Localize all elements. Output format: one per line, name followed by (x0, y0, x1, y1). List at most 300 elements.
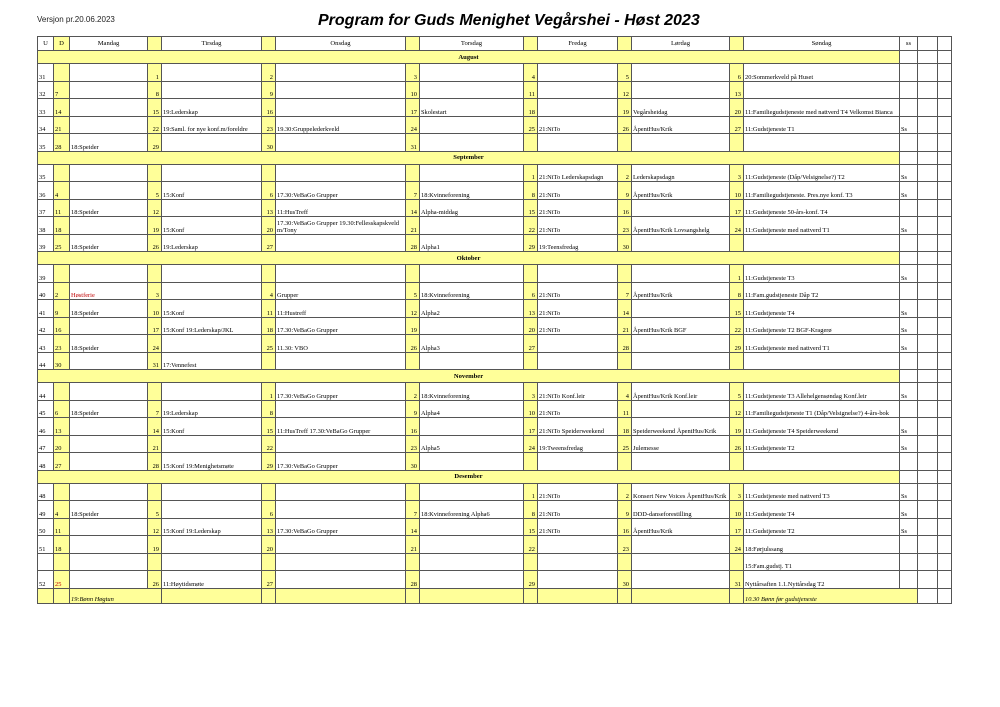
day-number: 5 (148, 501, 162, 519)
week-number: 44 (38, 352, 54, 370)
day-number: 29 (262, 453, 276, 471)
day-event: 11:Gudstjeneste T3 Allehelgensøndag Konf.leir (744, 383, 900, 401)
spacer-cell (918, 99, 938, 117)
day-number (148, 553, 162, 571)
day-number: 12 (406, 300, 420, 318)
ss-cell (900, 352, 918, 370)
day-event (420, 317, 524, 335)
monday-event (70, 553, 148, 571)
week-number: 47 (38, 435, 54, 453)
day-number: 28 (406, 234, 420, 252)
day-number: 25 (618, 435, 632, 453)
day-number: 24 (730, 217, 744, 235)
day-number: 20 (524, 317, 538, 335)
monday-date: 7 (54, 81, 70, 99)
day-event (632, 553, 730, 571)
day-event (744, 81, 900, 99)
day-number: 13 (262, 518, 276, 536)
header-cell: Søndag (744, 37, 900, 51)
day-event: Nyttårsaften 1.1.Nyttårsdag T2 (744, 571, 900, 589)
day-number: 29 (148, 134, 162, 152)
day-event: Skolestart (420, 99, 524, 117)
day-event: 11:Høytidsmøte (162, 571, 262, 589)
day-number: 30 (618, 234, 632, 252)
day-event: 11:Gudstjeneste med nattverd T1 (744, 217, 900, 235)
day-event (420, 536, 524, 554)
monday-date: 6 (54, 400, 70, 418)
monday-event (70, 483, 148, 501)
day-event (162, 483, 262, 501)
spacer-cell (918, 116, 938, 134)
day-number: 14 (406, 518, 420, 536)
ss-cell: Ss (900, 265, 918, 283)
day-event (744, 234, 900, 252)
day-event: 15:Konf (162, 300, 262, 318)
day-number: 14 (406, 199, 420, 217)
spacer-cell (938, 470, 952, 483)
day-number: 20 (262, 536, 276, 554)
spacer-cell (938, 116, 952, 134)
week-number: 36 (38, 182, 54, 200)
day-number: 30 (406, 453, 420, 471)
day-number: 25 (262, 335, 276, 353)
day-number: 1 (262, 383, 276, 401)
monday-event (70, 435, 148, 453)
day-number (148, 383, 162, 401)
day-number: 8 (262, 400, 276, 418)
day-event: 11:Gudstjeneste T2 (744, 435, 900, 453)
day-number: 13 (524, 300, 538, 318)
day-number: 2 (262, 64, 276, 82)
day-event (162, 164, 262, 182)
day-event: 11:HusTreff (276, 199, 406, 217)
day-number: 25 (524, 116, 538, 134)
day-number: 22 (730, 317, 744, 335)
day-number: 2 (618, 164, 632, 182)
spacer-cell (938, 317, 952, 335)
day-number: 15 (148, 99, 162, 117)
day-number: 5 (730, 383, 744, 401)
day-event: 19:Teensfredag (538, 234, 618, 252)
day-number: 4 (262, 282, 276, 300)
day-event (162, 335, 262, 353)
week-number: 51 (38, 536, 54, 554)
day-number (148, 164, 162, 182)
day-event (276, 134, 406, 152)
day-event (420, 483, 524, 501)
day-number: 6 (524, 282, 538, 300)
monday-event: 18:Speider (70, 501, 148, 519)
day-event: 17.30:VeBaGo Grupper 19.30:Fellesskapskveld m/Tony (276, 217, 406, 235)
spacer-cell (938, 435, 952, 453)
week-row (38, 164, 952, 182)
monday-event (70, 383, 148, 401)
day-event (632, 352, 730, 370)
week-number: 32 (38, 81, 54, 99)
day-event: 21:NiTo (538, 317, 618, 335)
spacer-cell (938, 518, 952, 536)
day-event: 11:Gudstjeneste T4 (744, 501, 900, 519)
header-cell: D (54, 37, 70, 51)
day-event: Alpha1 (420, 234, 524, 252)
spacer-cell (938, 383, 952, 401)
day-number: 2 (406, 383, 420, 401)
week-number: 31 (38, 64, 54, 82)
day-event: 11:Gudstjeneste (Dåp/Velsignelse?) T2 (744, 164, 900, 182)
monday-date: 23 (54, 335, 70, 353)
monday-event (70, 64, 148, 82)
day-event (744, 134, 900, 152)
day-number: 21 (406, 536, 420, 554)
ss-cell: Ss (900, 116, 918, 134)
day-number: 23 (262, 116, 276, 134)
day-number: 21 (618, 317, 632, 335)
monday-date: 11 (54, 199, 70, 217)
day-number: 22 (524, 217, 538, 235)
week-row (38, 81, 952, 99)
day-number: 12 (618, 81, 632, 99)
day-number (406, 265, 420, 283)
day-event: 19:Saml. for nye konf.m/foreldre (162, 116, 262, 134)
week-row (38, 335, 952, 353)
day-event: DDD-danseforestilling (632, 501, 730, 519)
spacer-cell (938, 400, 952, 418)
day-event (538, 453, 618, 471)
day-event: 11:Gudstjeneste T4 Speiderweekend (744, 418, 900, 436)
day-event: 19.30:Gruppelederkveld (276, 116, 406, 134)
day-event (276, 99, 406, 117)
monday-date: 28 (54, 134, 70, 152)
spacer-cell (938, 217, 952, 235)
ss-cell: Ss (900, 335, 918, 353)
spacer-cell (918, 352, 938, 370)
week-number: 49 (38, 501, 54, 519)
day-number: 19 (618, 99, 632, 117)
week-number: 39 (38, 234, 54, 252)
spacer-cell (900, 51, 918, 64)
day-number (618, 134, 632, 152)
day-number: 14 (148, 418, 162, 436)
day-event (420, 352, 524, 370)
spacer-cell (918, 571, 938, 589)
day-number (618, 553, 632, 571)
week-row (38, 300, 952, 318)
day-event (162, 536, 262, 554)
ss-cell: Ss (900, 317, 918, 335)
day-event (420, 418, 524, 436)
week-number: 33 (38, 99, 54, 117)
week-number: 35 (38, 134, 54, 152)
header-cell (524, 37, 538, 51)
week-row (38, 134, 952, 152)
week-row (38, 553, 952, 571)
day-number: 28 (148, 453, 162, 471)
spacer-cell (938, 501, 952, 519)
day-event: 15:Fam.gudstj. T1 (744, 553, 900, 571)
day-number: 8 (524, 501, 538, 519)
day-number: 3 (730, 164, 744, 182)
day-number: 24 (148, 335, 162, 353)
header-cell: ss (900, 37, 918, 51)
day-event: 21:NiTo Speiderweekend (538, 418, 618, 436)
day-number (406, 352, 420, 370)
week-number: 34 (38, 116, 54, 134)
day-number: 24 (406, 116, 420, 134)
spacer-cell (938, 453, 952, 471)
spacer-cell (938, 282, 952, 300)
day-event (162, 265, 262, 283)
day-event (632, 134, 730, 152)
day-number: 13 (730, 81, 744, 99)
spacer-cell (918, 64, 938, 82)
day-event (276, 501, 406, 519)
day-event (420, 265, 524, 283)
day-number: 22 (524, 536, 538, 554)
monday-date (54, 483, 70, 501)
day-event: 21:NiTo (538, 483, 618, 501)
spacer-cell (918, 501, 938, 519)
spacer-cell (938, 265, 952, 283)
day-event: 11.30: VBO (276, 335, 406, 353)
day-number (148, 483, 162, 501)
day-number: 21 (406, 217, 420, 235)
monday-event: Høstferie (70, 282, 148, 300)
day-event: 20:Sommerkveld på Huset (744, 64, 900, 82)
monday-date: 4 (54, 501, 70, 519)
monday-event (70, 265, 148, 283)
day-number: 8 (524, 182, 538, 200)
day-number: 22 (148, 116, 162, 134)
day-number (262, 483, 276, 501)
day-number: 6 (730, 64, 744, 82)
day-number: 5 (406, 282, 420, 300)
day-event: Alpha3 (420, 335, 524, 353)
day-event (538, 265, 618, 283)
day-event (276, 553, 406, 571)
ss-cell (900, 81, 918, 99)
day-number: 23 (618, 217, 632, 235)
spacer-cell (938, 199, 952, 217)
footer-row (38, 588, 952, 603)
spacer-cell (938, 182, 952, 200)
spacer-cell (938, 483, 952, 501)
day-number: 29 (730, 335, 744, 353)
monday-date: 30 (54, 352, 70, 370)
spacer-cell (938, 252, 952, 265)
header-cell (938, 37, 952, 51)
day-number: 23 (618, 536, 632, 554)
week-row (38, 483, 952, 501)
day-event: 11:Familiegudstjeneste med nattverd T4 Velkomst Bianca (744, 99, 900, 117)
monday-date (54, 265, 70, 283)
day-event: 21:NiTo (538, 182, 618, 200)
spacer-cell (918, 265, 938, 283)
spacer-cell (938, 151, 952, 164)
day-number: 3 (406, 64, 420, 82)
ss-cell (900, 400, 918, 418)
spacer-cell (938, 64, 952, 82)
day-number: 9 (406, 400, 420, 418)
day-event: 11:Gudstjeneste T2 (744, 518, 900, 536)
spacer-cell (918, 483, 938, 501)
week-row (38, 536, 952, 554)
header-cell (262, 37, 276, 51)
spacer-cell (918, 134, 938, 152)
week-number: 39 (38, 265, 54, 283)
day-event (420, 571, 524, 589)
spacer-cell (918, 51, 938, 64)
spacer-cell (918, 300, 938, 318)
day-event (162, 435, 262, 453)
monday-date: 11 (54, 518, 70, 536)
header-cell: Mandag (70, 37, 148, 51)
day-event (632, 265, 730, 283)
day-number: 27 (524, 335, 538, 353)
day-number: 15 (262, 418, 276, 436)
day-number (262, 553, 276, 571)
day-number (618, 352, 632, 370)
day-event: 19:Lederskap (162, 234, 262, 252)
spacer-cell (918, 317, 938, 335)
day-event: 11:HusTreff 17.30:VeBaGo Grupper (276, 418, 406, 436)
day-event: Alpha4 (420, 400, 524, 418)
week-number: 38 (38, 217, 54, 235)
day-event: 17:Vennefest (162, 352, 262, 370)
monday-event: 18:Speider (70, 234, 148, 252)
day-number: 29 (524, 234, 538, 252)
spacer-cell (938, 370, 952, 383)
week-number: 43 (38, 335, 54, 353)
spacer-cell (918, 234, 938, 252)
day-number: 17 (730, 199, 744, 217)
day-number: 23 (406, 435, 420, 453)
week-number: 48 (38, 453, 54, 471)
day-number: 1 (148, 64, 162, 82)
day-number (524, 265, 538, 283)
day-number: 1 (524, 483, 538, 501)
day-number (262, 352, 276, 370)
day-number: 22 (262, 435, 276, 453)
day-number: 6 (262, 182, 276, 200)
day-number: 10 (406, 81, 420, 99)
spacer-cell (900, 151, 918, 164)
page-title: Program for Guds Menighet Vegårshei - Høst 2023 (318, 12, 700, 29)
header-cell (618, 37, 632, 51)
monday-date: 2 (54, 282, 70, 300)
spacer-cell (938, 571, 952, 589)
day-number: 26 (730, 435, 744, 453)
week-row (38, 518, 952, 536)
day-number: 27 (730, 116, 744, 134)
day-event (276, 81, 406, 99)
calendar-table (37, 36, 952, 604)
day-event (538, 352, 618, 370)
header-cell: Fredag (538, 37, 618, 51)
day-number: 4 (524, 64, 538, 82)
day-number (730, 352, 744, 370)
day-number (262, 164, 276, 182)
day-number: 30 (618, 571, 632, 589)
ss-cell: Ss (900, 418, 918, 436)
day-event (538, 134, 618, 152)
day-number (524, 134, 538, 152)
day-event: 21:NiTo (538, 282, 618, 300)
monday-date: 16 (54, 317, 70, 335)
day-number: 8 (148, 81, 162, 99)
spacer-cell (918, 217, 938, 235)
monday-event (70, 418, 148, 436)
day-event: 17.30:VeBaGo Grupper (276, 453, 406, 471)
day-event (632, 81, 730, 99)
ss-cell: Ss (900, 483, 918, 501)
spacer-cell (938, 134, 952, 152)
day-event: 11:Gudstjeneste T2 BGF-Kragerø (744, 317, 900, 335)
day-number: 3 (524, 383, 538, 401)
day-number: 18 (618, 418, 632, 436)
day-event (162, 64, 262, 82)
day-event: 18:Kvinneforening (420, 182, 524, 200)
day-event: 18:Kvinneforening Alpha6 (420, 501, 524, 519)
monday-event (70, 116, 148, 134)
spacer-cell (938, 234, 952, 252)
day-number: 31 (730, 571, 744, 589)
day-event (276, 435, 406, 453)
month-row (38, 470, 952, 483)
day-number: 12 (148, 518, 162, 536)
day-number (730, 134, 744, 152)
day-event (420, 81, 524, 99)
day-event: 11:Familiegudstjeneste T1 (Dåp/Velsignelse?) 4-års-bok (744, 400, 900, 418)
day-event: Speiderweekend ÅpentHus/Krik (632, 418, 730, 436)
day-event (744, 453, 900, 471)
week-row (38, 234, 952, 252)
day-number (148, 265, 162, 283)
monday-date: 14 (54, 99, 70, 117)
spacer-cell (918, 335, 938, 353)
day-event: 11:Gudstjeneste T4 (744, 300, 900, 318)
day-event (744, 352, 900, 370)
day-event: 21:NiTo (538, 217, 618, 235)
day-number: 16 (262, 99, 276, 117)
day-number: 29 (524, 571, 538, 589)
day-number (406, 553, 420, 571)
day-event (538, 536, 618, 554)
monday-date (54, 164, 70, 182)
week-row (38, 317, 952, 335)
week-row (38, 418, 952, 436)
day-event (276, 265, 406, 283)
week-row (38, 352, 952, 370)
day-event: 11:Gudstjeneste T3 (744, 265, 900, 283)
spacer-cell (918, 383, 938, 401)
footer-note-monday: 19:Bønn Høgtun (70, 588, 162, 603)
spacer-cell (938, 418, 952, 436)
monday-date: 18 (54, 536, 70, 554)
day-event: 11:Fam.gudstjeneste Dåp T2 (744, 282, 900, 300)
day-number: 3 (148, 282, 162, 300)
spacer-cell (918, 182, 938, 200)
month-row (38, 370, 952, 383)
month-header: Oktober (38, 252, 900, 265)
monday-event (70, 518, 148, 536)
day-number: 20 (262, 217, 276, 235)
day-event (420, 116, 524, 134)
day-number: 4 (618, 383, 632, 401)
day-number: 19 (148, 536, 162, 554)
version-label: Versjon pr.20.06.2023 (37, 15, 115, 24)
day-event: 11:Gudstjeneste med nattverd T3 (744, 483, 900, 501)
day-number (524, 453, 538, 471)
